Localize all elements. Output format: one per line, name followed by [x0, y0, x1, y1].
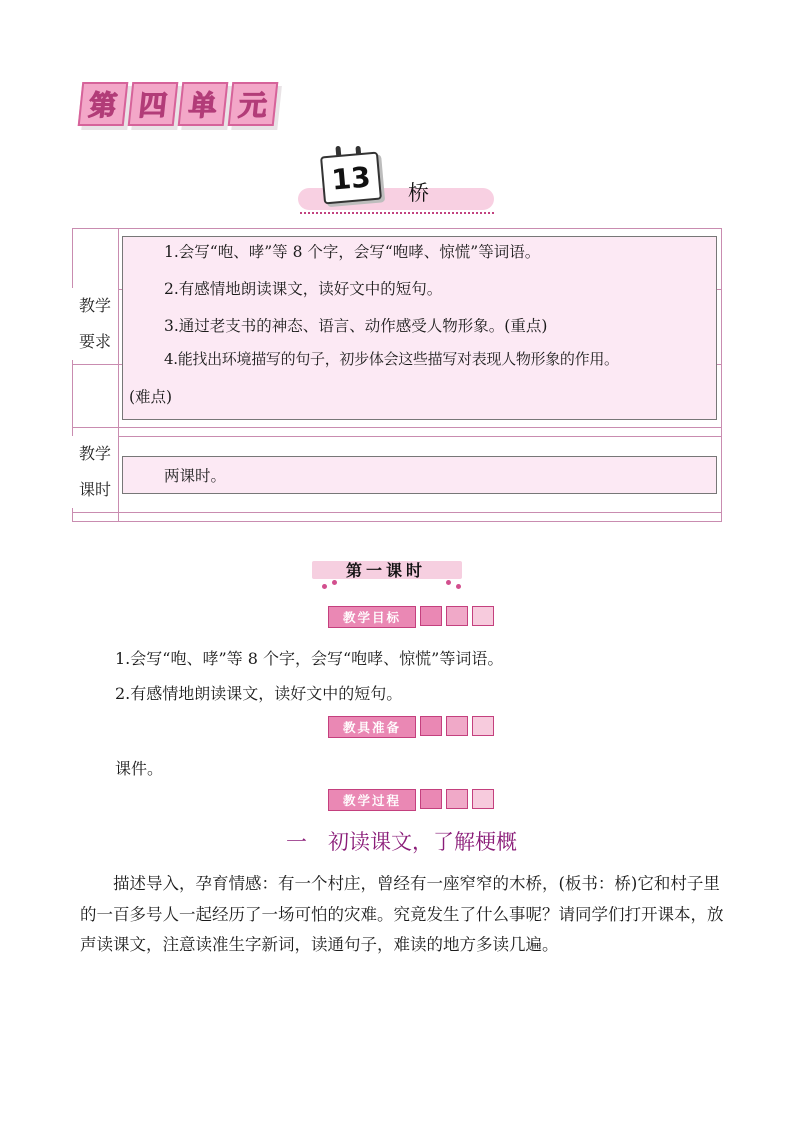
goals-tag: [328, 606, 494, 628]
lesson-number: 13: [320, 152, 382, 205]
unit-banner: [80, 82, 276, 124]
requirement-item: 1.会写“咆、哮”等 8 个字，会写“咆哮、惊慌”等词语。: [164, 243, 541, 261]
goals-label: 教学目标: [328, 606, 416, 628]
unit-char: 四: [128, 82, 179, 126]
part-title: 一 初读课文，了解梗概: [286, 830, 517, 854]
requirement-item: 4.能找出环境描写的句子，初步体会这些描写对表现人物形象的作用。: [164, 350, 619, 368]
requirement-continuation: (难点): [129, 388, 173, 406]
decor-dot: [332, 580, 337, 585]
hours-label: 教学 课时: [72, 436, 118, 508]
materials-label: 教具准备: [328, 716, 416, 738]
dotted-divider: [300, 212, 494, 214]
goal-item: 2.有感情地朗读课文，读好文中的短句。: [115, 684, 403, 703]
decor-dot: [456, 584, 461, 589]
table-divider: [72, 436, 722, 437]
decor-dot: [322, 584, 327, 589]
calendar-icon: [322, 146, 378, 198]
goal-item: 1.会写“咆、哮”等 8 个字，会写“咆哮、惊慌”等词语。: [115, 649, 504, 668]
process-label: 教学过程: [328, 789, 416, 811]
requirement-item: 2.有感情地朗读课文，读好文中的短句。: [164, 280, 443, 298]
requirement-item: 3.通过老支书的神态、语言、动作感受人物形象。(重点): [164, 317, 548, 335]
unit-char: 元: [228, 82, 279, 126]
table-divider: [118, 228, 119, 522]
hours-text: 两课时。: [164, 467, 227, 485]
section-title: 第一课时: [346, 561, 427, 580]
decor-dot: [446, 580, 451, 585]
unit-char: 单: [178, 82, 229, 126]
requirements-label: 教学 要求: [72, 288, 118, 360]
lesson-title: 桥: [408, 181, 429, 205]
materials-text: 课件。: [115, 759, 164, 778]
materials-tag: [328, 716, 494, 738]
table-divider: [72, 512, 722, 513]
table-divider: [72, 427, 722, 428]
body-paragraph: 描述导入，孕育情感：有一个村庄，曾经有一座窄窄的木桥，(板书：桥)它和村子里的一百多号人一起经历了一场可怕的灾难。究竟发生了什么事呢？请同学们打开课本，放声读课文，注意读准生字新词，读通句子，难读的地方多读几遍。: [80, 874, 724, 954]
unit-char: 第: [78, 82, 129, 126]
process-tag: [328, 789, 494, 811]
